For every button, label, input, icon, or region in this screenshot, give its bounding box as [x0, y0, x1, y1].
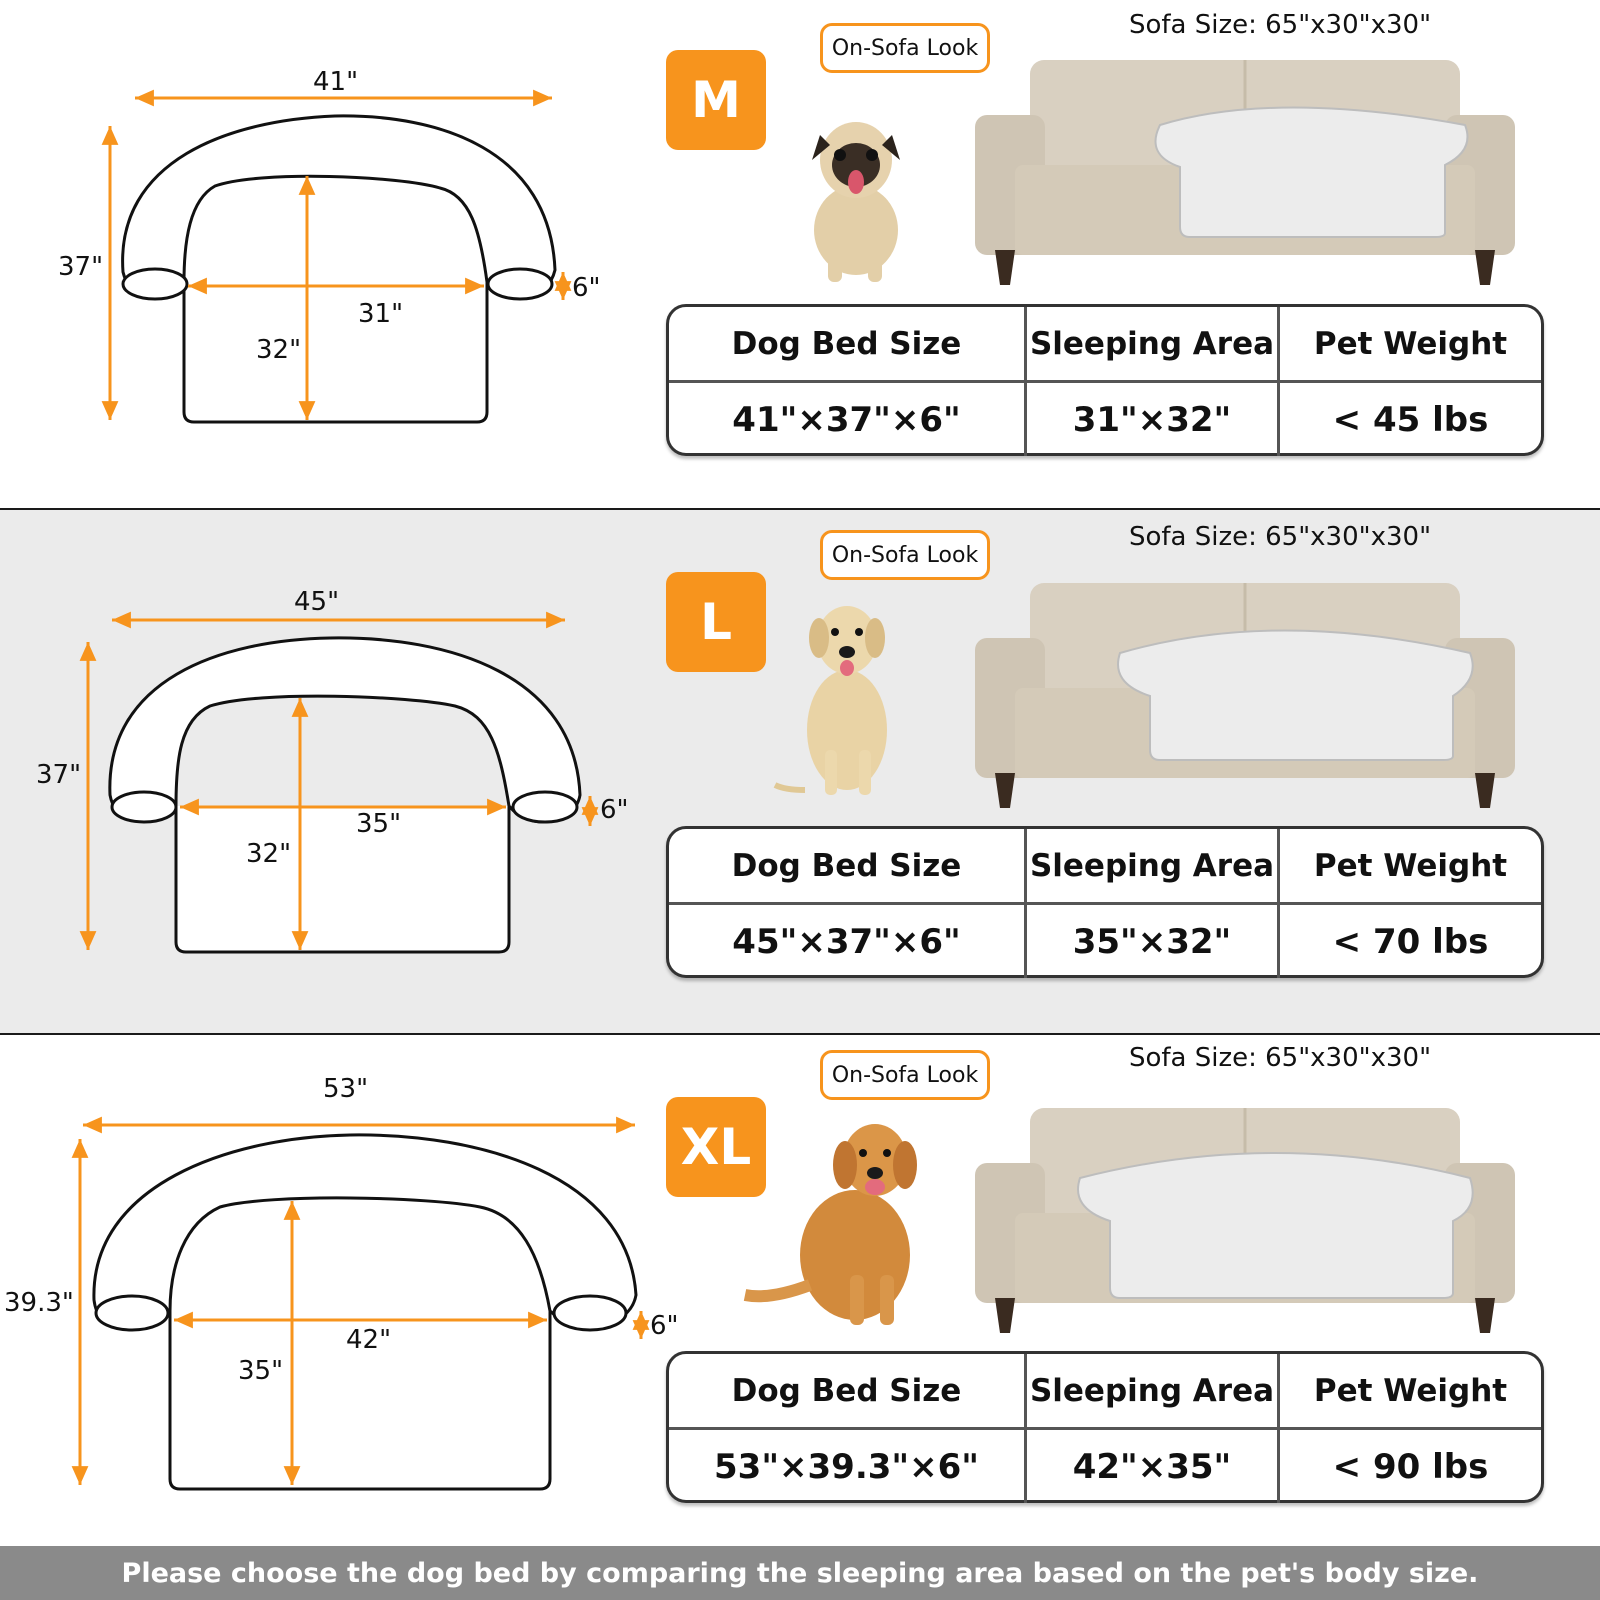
depth-label: 37"	[58, 252, 104, 282]
size-section-m	[0, 0, 1600, 523]
header-bed-size: Dog Bed Size	[669, 829, 1027, 902]
header-pet-weight: Pet Weight	[1313, 325, 1508, 362]
header-bed-size: Dog Bed Size	[669, 1354, 1027, 1427]
size-section-l	[0, 510, 1600, 1034]
size-badge: L	[666, 572, 766, 672]
value-sleeping-area: 35"×32"	[1027, 905, 1280, 978]
depth-label: 39.3"	[4, 1288, 74, 1318]
bed-outline	[110, 638, 580, 952]
width-label: 41"	[313, 67, 359, 97]
header-pet-weight: Pet Weight	[1313, 847, 1508, 884]
value-sleeping-area: 42"×35"	[1027, 1430, 1280, 1503]
size-badge: M	[666, 50, 766, 150]
on-sofa-look-tag: On-Sofa Look	[820, 1050, 990, 1100]
header-bed-size: Dog Bed Size	[669, 307, 1027, 380]
value-pet-weight: < 45 lbs	[1332, 399, 1489, 440]
height-label: 6"	[600, 795, 629, 825]
height-label: 6"	[572, 273, 601, 303]
bed-dimension-diagram	[0, 1035, 679, 1546]
width-label: 53"	[323, 1074, 369, 1104]
spec-table	[666, 304, 1544, 456]
bed-outline	[94, 1135, 636, 1489]
footer-banner: Please choose the dog bed by comparing the sleeping area based on the pet's body size.	[0, 1546, 1600, 1600]
header-sleeping-area: Sleeping Area	[1027, 1354, 1280, 1427]
bed-outline	[123, 116, 555, 422]
height-label: 6"	[650, 1311, 679, 1341]
value-bed-size: 45"×37"×6"	[669, 905, 1027, 978]
sleep-width-label: 35"	[356, 809, 402, 839]
pug-dog-image	[790, 100, 920, 285]
golden-retriever-dog-image	[740, 1105, 940, 1330]
on-sofa-look-tag: On-Sofa Look	[820, 530, 990, 580]
bed-dimension-diagram	[0, 0, 660, 523]
sofa-with-bed-image	[975, 578, 1515, 813]
header-pet-weight: Pet Weight	[1313, 1372, 1508, 1409]
value-pet-weight: < 90 lbs	[1332, 1446, 1489, 1487]
size-badge: XL	[666, 1097, 766, 1197]
sofa-size-label: Sofa Size: 65"x30"x30"	[1128, 522, 1432, 552]
sleep-depth-label: 35"	[238, 1356, 284, 1386]
value-sleeping-area: 31"×32"	[1027, 383, 1280, 456]
value-bed-size: 53"×39.3"×6"	[669, 1430, 1027, 1503]
sofa-with-bed-image	[975, 55, 1515, 290]
depth-label: 37"	[36, 760, 82, 790]
spec-table	[666, 826, 1544, 978]
header-sleeping-area: Sleeping Area	[1027, 829, 1280, 902]
sleep-width-label: 31"	[358, 299, 404, 329]
sleep-width-label: 42"	[346, 1325, 392, 1355]
sofa-size-label: Sofa Size: 65"x30"x30"	[1128, 1043, 1432, 1073]
sleep-depth-label: 32"	[256, 335, 302, 365]
bed-dimension-diagram	[0, 510, 660, 1034]
labrador-dog-image	[775, 590, 915, 800]
spec-table	[666, 1351, 1544, 1503]
header-sleeping-area: Sleeping Area	[1027, 307, 1280, 380]
width-label: 45"	[294, 587, 340, 617]
on-sofa-look-tag: On-Sofa Look	[820, 23, 990, 73]
size-section-xl	[0, 1035, 1600, 1546]
value-pet-weight: < 70 lbs	[1332, 921, 1489, 962]
sofa-size-label: Sofa Size: 65"x30"x30"	[1128, 10, 1432, 40]
sleep-depth-label: 32"	[246, 839, 292, 869]
sofa-with-bed-image	[975, 1103, 1515, 1338]
value-bed-size: 41"×37"×6"	[669, 383, 1027, 456]
